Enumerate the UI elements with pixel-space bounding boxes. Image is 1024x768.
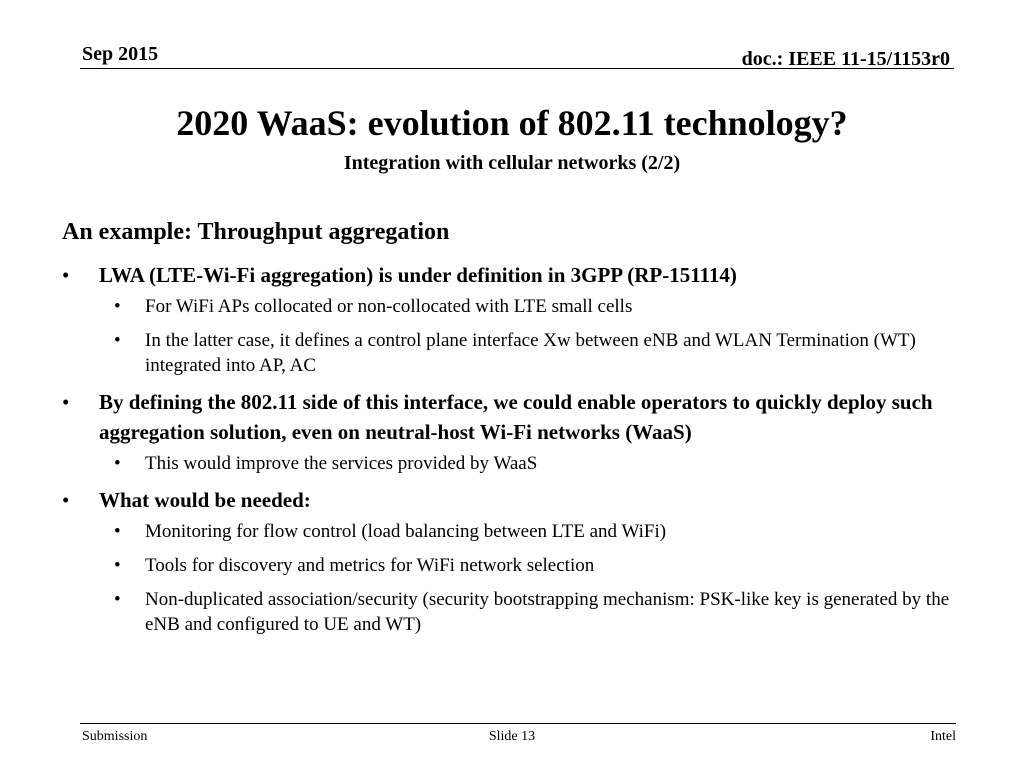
sub-bullet-item bbox=[99, 328, 962, 378]
bullet-marker: • bbox=[62, 390, 70, 414]
sub-bullet-text: Tools for discovery and metrics for WiFi network selection bbox=[145, 555, 595, 576]
sub-bullet-marker: • bbox=[114, 330, 121, 351]
bullet-text: What would be needed: bbox=[99, 488, 311, 512]
sub-bullet-text: Monitoring for flow control (load balancing between LTE and WiFi) bbox=[145, 521, 667, 542]
slide-body bbox=[62, 216, 962, 646]
sub-bullet-marker: • bbox=[114, 589, 121, 610]
header-divider bbox=[80, 68, 954, 69]
sub-bullet-list bbox=[99, 294, 962, 378]
sub-bullet-text: For WiFi APs collocated or non-collocated with LTE small cells bbox=[145, 296, 633, 317]
bullet-item bbox=[62, 485, 962, 637]
sub-bullet-text: In the latter case, it defines a control plane interface Xw between eNB and WLAN Termination (WT) integrated into AP, AC bbox=[145, 330, 916, 376]
sub-bullet-list bbox=[99, 451, 962, 476]
bullet-list bbox=[62, 260, 962, 637]
bullet-item bbox=[62, 387, 962, 476]
bullet-marker: • bbox=[62, 263, 70, 287]
slide-title: 2020 WaaS: evolution of 802.11 technology? bbox=[176, 103, 848, 143]
sub-bullet-item bbox=[99, 294, 962, 319]
header-doc-id: doc.: IEEE 11-15/1153r0 bbox=[741, 48, 950, 70]
sub-bullet-item bbox=[99, 451, 962, 476]
sub-bullet-marker: • bbox=[114, 555, 121, 576]
bullet-text: By defining the 802.11 side of this interface, we could enable operators to quickly deploy such aggregation solution, even on neutral-host Wi-Fi networks (WaaS) bbox=[99, 390, 933, 444]
sub-bullet-marker: • bbox=[114, 521, 121, 542]
bullet-marker: • bbox=[62, 488, 70, 512]
bullet-text: LWA (LTE-Wi-Fi aggregation) is under definition in 3GPP (RP-151114) bbox=[99, 263, 737, 287]
header-date: Sep 2015 bbox=[82, 43, 159, 65]
footer-divider bbox=[80, 723, 956, 724]
footer-submission: Submission bbox=[82, 729, 148, 744]
sub-bullet-list bbox=[99, 519, 962, 637]
sub-bullet-item bbox=[99, 519, 962, 544]
sub-bullet-item bbox=[99, 587, 962, 637]
slide-subtitle: Integration with cellular networks (2/2) bbox=[343, 152, 681, 174]
sub-bullet-marker: • bbox=[114, 296, 121, 317]
footer-slide-number: Slide 13 bbox=[488, 729, 536, 744]
bullet-item bbox=[62, 260, 962, 378]
sub-bullet-marker: • bbox=[114, 453, 121, 474]
sub-bullet-item bbox=[99, 553, 962, 578]
section-heading: An example: Throughput aggregation bbox=[62, 219, 450, 245]
footer-company: Intel bbox=[930, 729, 956, 744]
sub-bullet-text: This would improve the services provided by WaaS bbox=[145, 453, 538, 474]
sub-bullet-text: Non-duplicated association/security (security bootstrapping mechanism: PSK-like key is generated by the eNB and configured to UE and WT) bbox=[145, 589, 950, 635]
